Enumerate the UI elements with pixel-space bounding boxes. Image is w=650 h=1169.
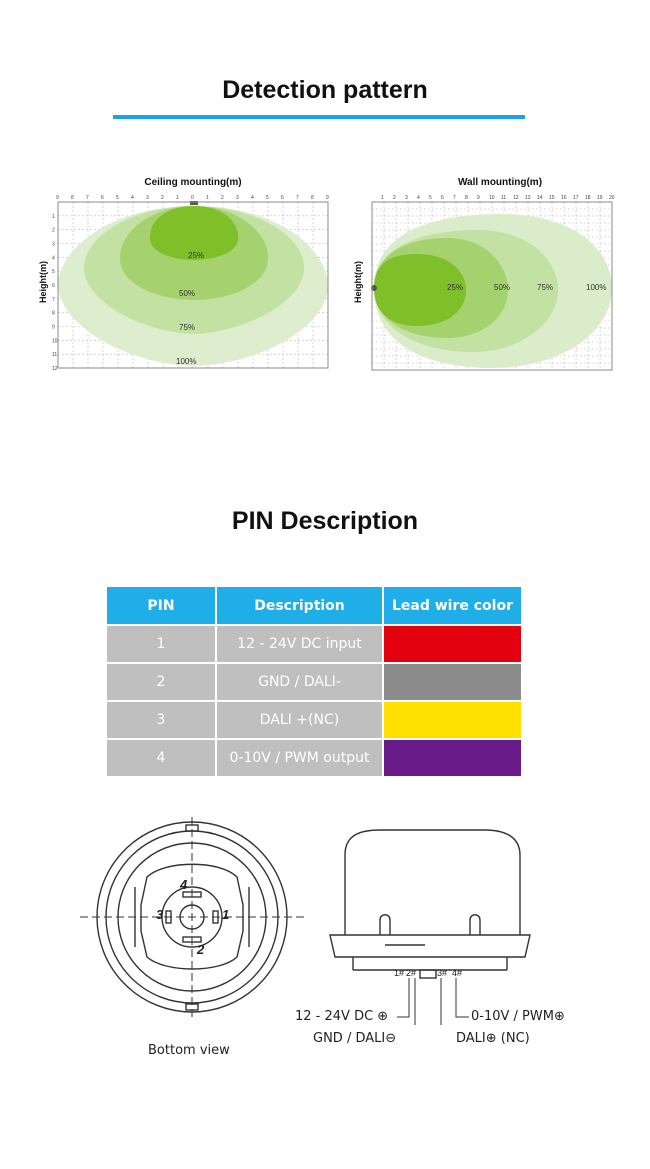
- x-tick-label: 5: [116, 195, 119, 201]
- wire-label-dc: 12 - 24V DC ⊕: [295, 1009, 389, 1024]
- ceiling-zone-label-50: 50%: [179, 289, 196, 298]
- x-tick-label: 4: [131, 195, 134, 201]
- x-tick-label: 1: [176, 195, 179, 201]
- x-tick-label: 11: [501, 195, 507, 201]
- x-tick-label: 0: [191, 195, 194, 201]
- side-view-diagram: [325, 825, 535, 1025]
- x-tick-label: 5: [266, 195, 269, 201]
- x-tick-label: 7: [86, 195, 89, 201]
- pin-description: 12 - 24V DC input: [216, 625, 383, 663]
- x-tick-label: 2: [161, 195, 164, 201]
- wire-label-pwm: 0-10V / PWM⊕: [471, 1009, 565, 1024]
- table-row: [107, 625, 521, 663]
- x-tick-label: 19: [597, 195, 603, 201]
- x-tick-label: 5: [429, 195, 432, 201]
- table-row: [107, 663, 521, 701]
- y-tick-label: 1: [52, 213, 55, 220]
- x-tick-label: 16: [561, 195, 567, 201]
- header-pin: PIN: [107, 587, 216, 625]
- x-tick-label: 4: [417, 195, 420, 201]
- x-tick-label: 20: [609, 195, 615, 201]
- y-tick-label: 8: [52, 310, 55, 317]
- pin-description-title: PIN Description: [231, 507, 419, 535]
- y-tick-label: 4: [52, 255, 55, 262]
- x-tick-label: 18: [585, 195, 591, 201]
- connector-label-4: 4#: [452, 968, 463, 978]
- pin-label-1: 1: [222, 907, 230, 922]
- x-tick-label: 10: [489, 195, 495, 201]
- ceiling-zone-label-25: 25%: [188, 251, 205, 260]
- bottom-view-diagram: [75, 815, 310, 1030]
- pin-table-header: [107, 587, 521, 625]
- detection-pattern-title: Detection pattern: [222, 76, 428, 104]
- connector-label-3: 3#: [437, 968, 448, 978]
- x-tick-label: 8: [311, 195, 314, 201]
- table-row: [107, 739, 521, 777]
- wall-chart-title: Wall mounting(m): [457, 177, 543, 188]
- wire-color-swatch: [383, 625, 521, 663]
- x-tick-label: 8: [71, 195, 74, 201]
- wall-zone-label-75: 75%: [537, 283, 554, 292]
- x-tick-label: 9: [56, 195, 59, 201]
- pin-description: GND / DALI-: [216, 663, 383, 701]
- x-tick-label: 12: [513, 195, 519, 201]
- header-description: Description: [216, 587, 383, 625]
- pin-label-3: 3: [156, 907, 164, 922]
- y-tick-label: 7: [52, 296, 55, 303]
- y-tick-label: 11: [52, 352, 58, 359]
- wire-label-gnd: GND / DALI⊖: [313, 1031, 397, 1046]
- y-tick-label: 12: [52, 366, 58, 372]
- wall-x-ticks: [381, 195, 615, 201]
- x-tick-label: 15: [549, 195, 555, 201]
- title-underline: [113, 115, 525, 119]
- x-tick-label: 7: [453, 195, 456, 201]
- pin-number: 3: [107, 701, 216, 739]
- ceiling-zone-label-75: 75%: [179, 323, 196, 332]
- x-tick-label: 1: [206, 195, 209, 201]
- wall-zone-label-100: 100%: [586, 283, 607, 292]
- bottom-view-label: Bottom view: [148, 1043, 230, 1058]
- wall-chart: [362, 192, 617, 374]
- ceiling-zone-label-100: 100%: [176, 357, 197, 366]
- pin-label-2: 2: [197, 942, 205, 957]
- x-tick-label: 3: [146, 195, 149, 201]
- pin-description: DALI +(NC): [216, 701, 383, 739]
- y-tick-label: 5: [52, 269, 55, 276]
- x-tick-label: 7: [296, 195, 299, 201]
- y-tick-label: 10: [52, 338, 58, 345]
- pin-description: 0-10V / PWM output: [216, 739, 383, 777]
- ceiling-ylabel: Height(m): [38, 261, 48, 303]
- y-tick-label: 6: [52, 283, 55, 289]
- ceiling-y-ticks: [52, 214, 58, 372]
- x-tick-label: 2: [393, 195, 396, 201]
- x-tick-label: 6: [441, 195, 444, 201]
- pin-table: [107, 587, 521, 778]
- wire-label-dali: DALI⊕ (NC): [456, 1031, 530, 1046]
- x-tick-label: 9: [477, 195, 480, 201]
- x-tick-label: 9: [326, 195, 329, 201]
- ceiling-x-ticks: [56, 195, 329, 201]
- wall-zone-label-50: 50%: [494, 283, 511, 292]
- ceiling-chart: [52, 192, 337, 374]
- x-tick-label: 14: [537, 195, 543, 201]
- wall-zone-label-25: 25%: [447, 283, 464, 292]
- pin-number: 2: [107, 663, 216, 701]
- ceiling-chart-title: Ceiling mounting(m): [144, 177, 242, 188]
- y-tick-label: 2: [52, 227, 55, 234]
- x-tick-label: 4: [251, 195, 254, 201]
- x-tick-label: 13: [525, 195, 531, 201]
- y-tick-label: 3: [52, 241, 55, 248]
- header-lead-wire-color: Lead wire color: [383, 587, 521, 625]
- pin-number: 1: [107, 625, 216, 663]
- x-tick-label: 2: [221, 195, 224, 201]
- y-tick-label: 9: [52, 324, 55, 331]
- x-tick-label: 3: [236, 195, 239, 201]
- x-tick-label: 1: [381, 195, 384, 201]
- wire-color-swatch: [383, 663, 521, 701]
- connector-label-1: 1#: [394, 968, 405, 978]
- pin-label-4: 4: [180, 877, 188, 892]
- wire-color-swatch: [383, 739, 521, 777]
- wall-ylabel: Height(m): [353, 261, 363, 303]
- x-tick-label: 8: [465, 195, 468, 201]
- x-tick-label: 17: [573, 195, 579, 201]
- connector-label-2: 2#: [406, 968, 417, 978]
- x-tick-label: 6: [101, 195, 104, 201]
- pin-number: 4: [107, 739, 216, 777]
- x-tick-label: 3: [405, 195, 408, 201]
- wire-color-swatch: [383, 701, 521, 739]
- table-row: [107, 701, 521, 739]
- x-tick-label: 6: [281, 195, 284, 201]
